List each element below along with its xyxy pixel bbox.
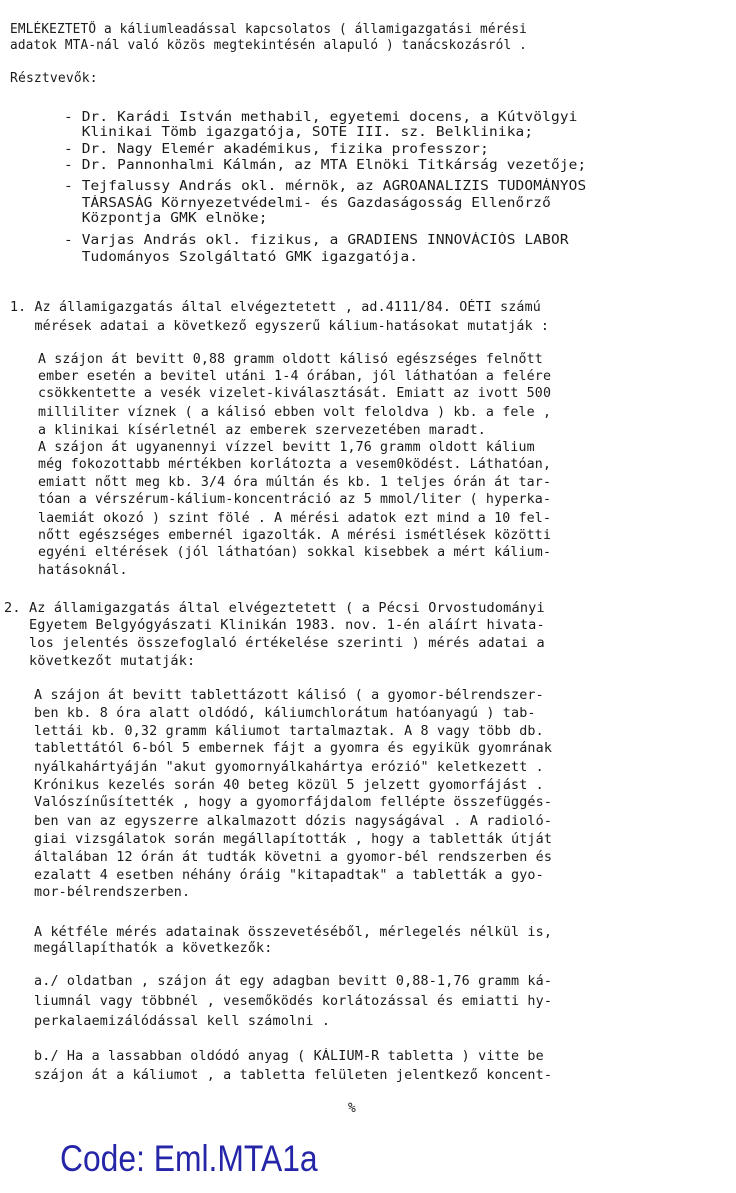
participant-line: - Dr. Nagy Elemér akadémikus, fizika professzor; <box>64 142 490 157</box>
conclusion-line: perkalaemizálódással kell számolni . <box>34 1014 331 1029</box>
section-heading-line: los jelentés összefoglaló értékelése szerinti ) mérés adatai a <box>4 636 545 651</box>
summary-line: megállapíthatók a következők: <box>34 941 273 956</box>
body-line: Valószínűsítették , hogy a gyomorfájdalom fellépte összefüggés- <box>34 795 553 810</box>
body-line: mor-bélrendszerben. <box>34 885 191 900</box>
body-line: ben kb. 8 óra alatt oldódó, káliumchlorátum hatóanyagú ) tab- <box>34 706 536 721</box>
body-line: nőtt egészséges embernél igazolták. A mérési ismétlések közötti <box>38 528 552 543</box>
document-code-label: Code: Eml.MTA1a <box>60 1138 318 1179</box>
body-line: a klinikai kísérletnél az emberek szervezetében maradt. <box>38 423 486 438</box>
body-line: ben van az egyszerre alkalmazott dózis nagyságával . A radioló- <box>34 814 553 829</box>
body-line: milliliter víznek ( a kálisó ebben volt feloldva ) kb. a fele , <box>38 405 552 420</box>
body-line: nyálkahártyáján "akut gyomornyálkahártya erózió" keletkezett . <box>34 760 544 775</box>
body-line: ezalatt 4 esetben néhány óráig "kitapadtak" a tabletták a gyo- <box>34 868 544 883</box>
participant-line: TÁRSASÁG Környezetvédelmi- és Gazdaságosság Ellenőrző <box>64 196 551 211</box>
participant-line: Központja GMK elnöke; <box>64 211 268 226</box>
participant-line: - Dr. Pannonhalmi Kálmán, az MTA Elnöki Titkárság vezetője; <box>64 158 587 173</box>
body-line: laemiát okozó ) szint fölé . A mérési adatok ezt mind a 10 fel- <box>38 511 552 526</box>
section-heading-line: következőt mutatják: <box>4 654 196 669</box>
body-line: A szájon át bevitt 0,88 gramm oldott kálisó egészséges felnőtt <box>38 352 543 367</box>
participants-heading: Résztvevők: <box>10 71 98 86</box>
body-line: A szájon át ugyanennyi vízzel bevitt 1,76 gramm oldott kálium <box>38 440 535 455</box>
body-line: lettái kb. 0,32 gramm káliumot tartalmaztak. A 8 vagy több db. <box>34 724 544 739</box>
body-line: hatásoknál. <box>38 563 128 578</box>
body-line: csökkentette a vesék vizelet-kiválasztását. Emiatt az ivott 500 <box>38 386 552 401</box>
participant-line: - Varjas András okl. fizikus, a GRADIENS INNOVÁCIÓS LABOR <box>64 233 569 248</box>
section-heading-line: Egyetem Belgyógyászati Klinikán 1983. nov. 1-én aláírt hivata- <box>4 618 545 633</box>
participant-line: - Tejfalussy András okl. mérnök, az AGROANALIZIS TUDOMÁNYOS <box>64 179 587 194</box>
body-line: Krónikus kezelés során 40 beteg közül 5 jelzett gyomorfájást . <box>34 778 544 793</box>
title-line: EMLÉKEZTETŐ a káliumleadással kapcsolatos ( államigazgatási mérési <box>10 22 527 37</box>
body-line: tablettától 6-ból 5 embernek fájt a gyomra és egyikük gyomrának <box>34 741 553 756</box>
participant-line: Klinikai Tömb igazgatója, SOTE III. sz. Belklinika; <box>64 125 534 140</box>
conclusion-line: b./ Ha a lassabban oldódó anyag ( KÁLIUM-R tabletta ) vitte be <box>34 1049 544 1064</box>
participant-line: Tudományos Szolgáltató GMK igazgatója. <box>64 250 419 265</box>
title-line: adatok MTA-nál való közös megtekintésén alapuló ) tanácskozásról . <box>10 38 527 53</box>
body-line: emiatt nőtt meg kb. 3/4 óra múltán és kb. 1 teljes órán át tar- <box>38 475 552 490</box>
page-mark: % <box>348 1101 356 1116</box>
section-heading-line: 1. Az államigazgatás által elvégeztetett , ad.4111/84. OÉTI számú <box>10 300 541 315</box>
conclusion-line: szájon át a káliumot , a tabletta felületen jelentkező koncent- <box>34 1068 553 1083</box>
body-line: egyéni eltérések (jól láthatóan) sokkal kisebbek a mért kálium- <box>38 545 552 560</box>
body-line: ember esetén a bevitel utáni 1-4 órában, jól láthatóan a felére <box>38 369 552 384</box>
body-line: tóan a vérszérum-kálium-koncentráció az 5 mmol/liter ( hyperka- <box>38 492 552 507</box>
participant-line: - Dr. Karádi István methabil, egyetemi docens, a Kútvölgyi <box>64 110 578 125</box>
body-line: általában 12 órán át tudták követni a gyomor-bél rendszerben és <box>34 850 553 865</box>
section-heading-line: 2. Az államigazgatás által elvégeztetett ( a Pécsi Orvostudományi <box>4 601 545 616</box>
body-line: A szájon át bevitt tablettázott kálisó ( a gyomor-bélrendszer- <box>34 688 544 703</box>
body-line: még fokozottabb mértékben korlátozta a vesem0ködést. Láthatóan, <box>38 457 552 472</box>
summary-line: A kétféle mérés adatainak összevetéséből, mérlegelés nélkül is, <box>34 925 553 940</box>
section-heading-line: mérések adatai a következő egyszerű kálium-hatásokat mutatják : <box>10 319 550 334</box>
body-line: giai vizsgálatok során megállapították , hogy a tabletták útját <box>34 832 553 847</box>
conclusion-line: liumnál vagy többnél , vesemőködés korlátozással és emiatti hy- <box>34 994 553 1009</box>
conclusion-line: a./ oldatban , szájon át egy adagban bevitt 0,88-1,76 gramm ká- <box>34 974 553 989</box>
